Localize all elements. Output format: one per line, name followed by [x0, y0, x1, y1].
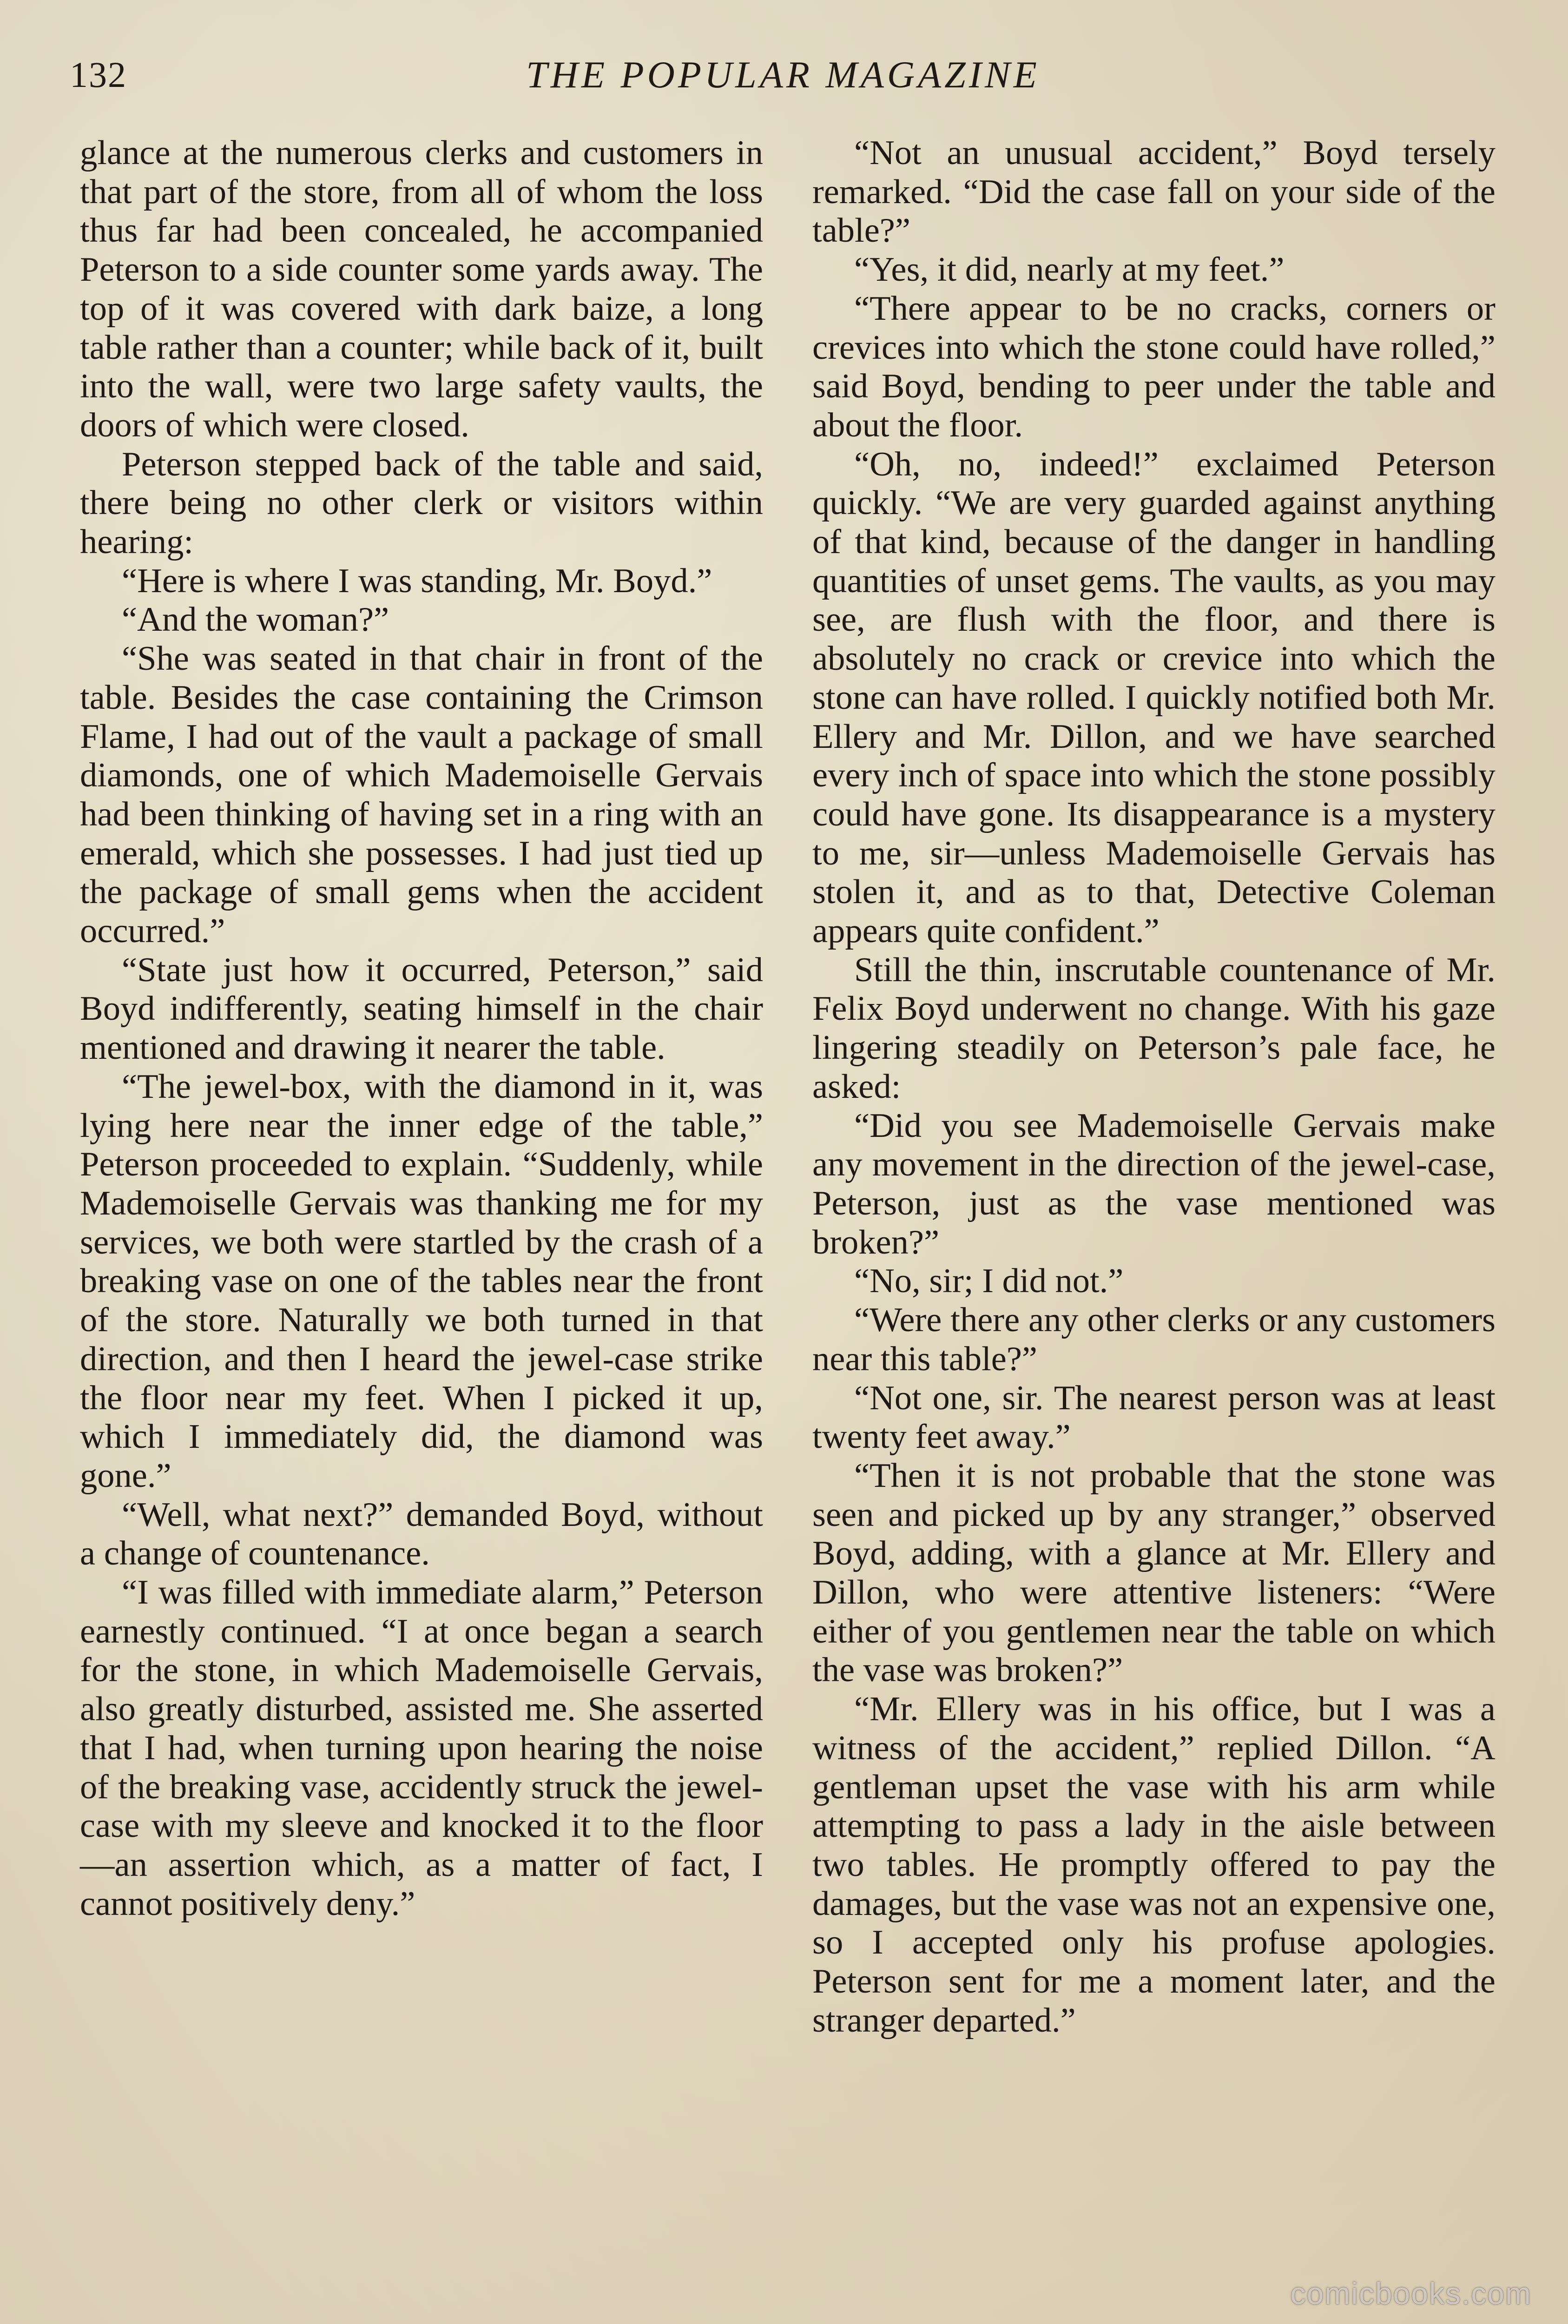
left-column — [80, 134, 763, 1923]
page-number: 132 — [70, 54, 127, 95]
paragraph: “Not one, sir. The nearest person was at least twenty feet away.” — [812, 1379, 1496, 1456]
paragraph: “No, sir; I did not.” — [854, 1262, 1124, 1301]
paragraph: “Did you see Mademoiselle Gervais make any movement in the direction of the jewel-case, Peterson, just as the vase mentioned was broken?” — [812, 1106, 1496, 1261]
paragraph: Peterson stepped back of the table and said, there being no other clerk or visitors within hearing: — [80, 445, 763, 561]
paragraph: glance at the numerous clerks and customers in that part of the store, from all of whom the loss thus far had been concealed, he accompanied Peterson to a side counter some yards away. The top of it was covered with dark baize, a long table rather than a counter; while back of it, built into the wall, were two large safety vaults, the doors of which were closed. — [80, 134, 763, 444]
paragraph: “Not an unusual accident,” Boyd tersely remarked. “Did the case fall on your side of the table?” — [812, 134, 1496, 250]
paragraph: “And the woman?” — [122, 601, 389, 639]
right-column — [812, 134, 1496, 2040]
paragraph: Still the thin, inscrutable countenance of Mr. Felix Boyd underwent no change. With his gaze lingering steadily on Peterson’s pale face, he asked: — [812, 951, 1496, 1106]
paragraph: “Mr. Ellery was in his office, but I was a witness of the accident,” replied Dillon. “A gentleman upset the vase with his arm while attempting to pass a lady in the aisle between two tables. He promptly offered to pay the damages, but the vase was not an expensive one, so I accepted only his profuse apologies. Peterson sent for me a moment later, and the stranger departed.” — [812, 1690, 1496, 2040]
paragraph: “She was seated in that chair in front of the table. Besides the case containing the Crimson Flame, I had out of the vault a package of small diamonds, one of which Mademoiselle Gervais had been thinking of having set in a ring with an emerald, which she possesses. I had just tied up the package of small gems when the accident occurred.” — [80, 640, 763, 951]
paragraph: “Well, what next?” demanded Boyd, without a change of countenance. — [80, 1495, 763, 1573]
paragraph: “I was filled with immediate alarm,” Peterson earnestly continued. “I at once began a search for the stone, in which Mademoiselle Gervais, also greatly disturbed, assisted me. She asserted that I had, when turning upon hearing the noise of the breaking vase, accidently struck the jewel-case with my sleeve and knocked it to the floor—an assertion which, as a matter of fact, I cannot positively deny.” — [80, 1573, 763, 1923]
page-header — [70, 49, 1496, 100]
paragraph: “State just how it occurred, Peterson,” said Boyd indifferently, seating himself in the chair mentioned and drawing it nearer the table. — [80, 951, 763, 1067]
watermark: comicbooks.com — [1290, 2276, 1532, 2311]
paragraph: “The jewel-box, with the diamond in it, was lying here near the inner edge of the table,” Peterson proceeded to explain. “Suddenly, while Mademoiselle Gervais was thanking me for my services, we both were startled by the crash of a breaking vase on one of the tables near the front of the store. Naturally we both turned in that direction, and then I heard the jewel-case strike the floor near my feet. When I picked it up, which I immediately did, the diamond was gone.” — [80, 1067, 763, 1495]
paragraph: “Here is where I was standing, Mr. Boyd.” — [122, 561, 712, 600]
paragraph: “Were there any other clerks or any customers near this table?” — [812, 1301, 1496, 1378]
running-title: THE POPULAR MAGAZINE — [526, 53, 1040, 96]
paragraph: “Then it is not probable that the stone was seen and picked up by any stranger,” observed Boyd, adding, with a glance at Mr. Ellery and Dillon, who were attentive listeners: “Were either of you gentlemen near the table on which the vase was broken?” — [812, 1456, 1496, 1690]
paragraph: “There appear to be no cracks, corners or crevices into which the stone could have rolled,” said Boyd, bending to peer under the table and about the floor. — [812, 289, 1496, 444]
paragraph: “Yes, it did, nearly at my feet.” — [854, 251, 1285, 289]
paragraph: “Oh, no, indeed!” exclaimed Peterson quickly. “We are very guarded against anything of that kind, because of the danger in handling quantities of unset gems. The vaults, as you may see, are flush with the floor, and there is absolutely no crack or crevice into which the stone can have rolled. I quickly notified both Mr. Ellery and Mr. Dillon, and we have searched every inch of space into which the stone possibly could have gone. Its disappearance is a mystery to me, sir—unless Mademoiselle Gervais has stolen it, and as to that, Detective Coleman appears quite confident.” — [812, 445, 1496, 951]
